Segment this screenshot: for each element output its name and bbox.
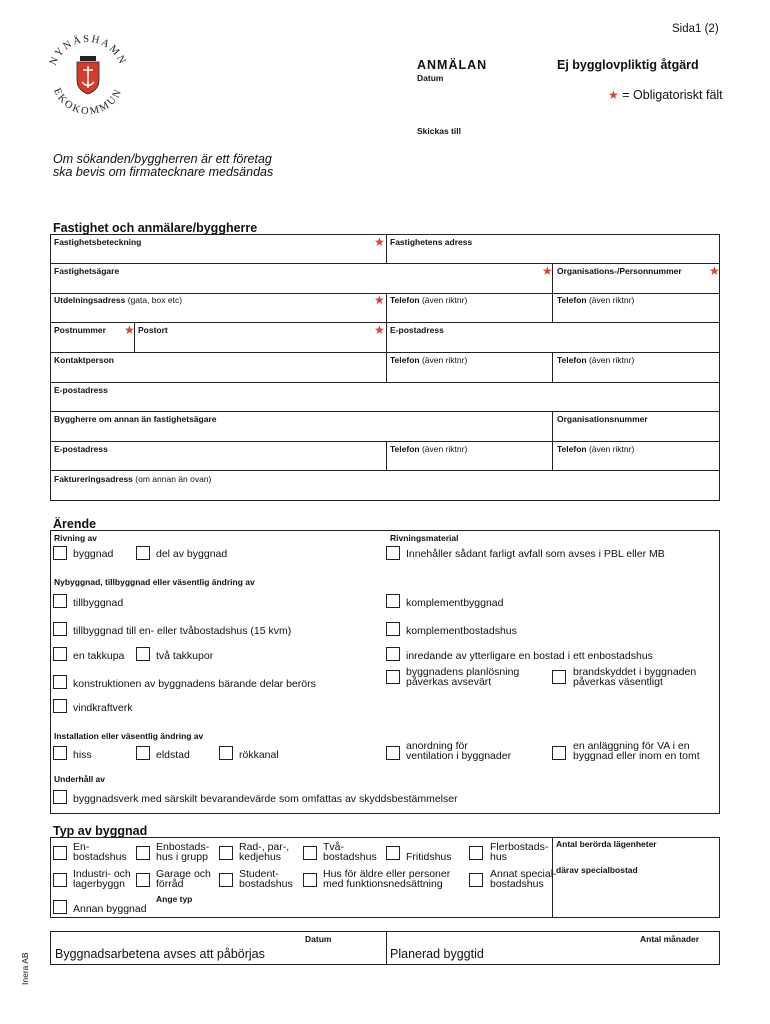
byggherre-field[interactable] xyxy=(54,426,544,439)
garage-label: Garage och förråd xyxy=(156,868,211,890)
organisationsnummer-field[interactable] xyxy=(557,426,715,439)
rivningsmaterial-label: Rivningsmaterial xyxy=(390,533,459,543)
telefon-label: Telefon (även riktnr) xyxy=(557,444,635,454)
ventilation-label: anordning för ventilation i byggnader xyxy=(406,740,512,762)
svg-text:EKOKOMMUN: EKOKOMMUN xyxy=(51,86,125,118)
telefon-field[interactable] xyxy=(557,367,715,380)
byggnad-label: byggnad xyxy=(73,548,114,560)
tva-takkupor-checkbox[interactable] xyxy=(136,647,150,661)
inredande-label: inredande av ytterligare en bostad i ett enbostadshus xyxy=(406,650,653,662)
epostadress-label: E-postadress xyxy=(390,325,444,335)
epostadress-label: E-postadress xyxy=(54,444,108,454)
rokkanal-label: rökkanal xyxy=(239,749,279,761)
postort-label: Postort xyxy=(138,325,168,335)
inredande-checkbox[interactable] xyxy=(386,647,400,661)
tillbyggnad-checkbox[interactable] xyxy=(53,594,67,608)
byggherre-label: Byggherre om annan än fastighetsägare xyxy=(54,414,217,424)
municipality-logo xyxy=(40,26,136,122)
radhus-label: Rad-, par-, kedjehus xyxy=(239,841,290,863)
telefon-label: Telefon (även riktnr) xyxy=(390,295,468,305)
farligt-avfall-checkbox[interactable] xyxy=(386,546,400,560)
enbostads-grupp-checkbox[interactable] xyxy=(136,846,150,860)
telefon-label: Telefon (även riktnr) xyxy=(557,295,635,305)
tvabostadshus-checkbox[interactable] xyxy=(303,846,317,860)
vindkraftverk-checkbox[interactable] xyxy=(53,699,67,713)
required-star-icon: ★ xyxy=(542,264,553,278)
form-subtitle: Ej bygglovpliktig åtgärd xyxy=(557,58,699,72)
garage-checkbox[interactable] xyxy=(136,873,150,887)
utdelningsadress-label: Utdelningsadress (gata, box etc) xyxy=(54,295,183,305)
planerad-byggtid-label: Planerad byggtid xyxy=(390,947,484,961)
kontaktperson-field[interactable] xyxy=(54,367,379,380)
epostadress-field[interactable] xyxy=(390,337,716,350)
faktureringsadress-label: Faktureringsadress (om annan än ovan) xyxy=(54,474,212,484)
hiss-checkbox[interactable] xyxy=(53,746,67,760)
telefon-label: Telefon (även riktnr) xyxy=(390,355,468,365)
telefon-label: Telefon (även riktnr) xyxy=(390,444,468,454)
vendor-label: Inera AB xyxy=(20,952,30,985)
del-av-byggnad-label: del av byggnad xyxy=(156,548,228,560)
student-label: Student- bostadshus xyxy=(239,868,293,890)
faktureringsadress-field[interactable] xyxy=(54,486,714,499)
nybyggnad-header: Nybyggnad, tillbyggnad eller väsentlig ändring av xyxy=(54,577,255,587)
antal-manader-field[interactable] xyxy=(640,948,716,962)
svg-text:NYNÄSHAMN: NYNÄSHAMN xyxy=(47,33,129,68)
en-bostadshus-checkbox[interactable] xyxy=(53,846,67,860)
logo-seal-icon xyxy=(40,26,136,122)
required-star-icon: ★ xyxy=(374,293,385,307)
utdelningsadress-field[interactable] xyxy=(54,307,379,320)
mandatory-note: ★ = Obligatoriskt fält xyxy=(608,88,723,102)
fritidshus-label: Fritidshus xyxy=(406,851,452,863)
postnummer-label: Postnummer xyxy=(54,325,106,335)
required-star-icon: ★ xyxy=(374,235,385,249)
telefon-field[interactable] xyxy=(557,456,715,469)
darav-special-label: därav specialbostad xyxy=(556,865,638,875)
page-number: Sida1 (2) xyxy=(672,23,719,35)
epostadress-field[interactable] xyxy=(54,397,714,410)
antal-manader-label: Antal månader xyxy=(640,934,700,944)
required-star-icon: ★ xyxy=(374,323,385,337)
telefon-field[interactable] xyxy=(390,456,548,469)
postort-field[interactable] xyxy=(138,337,378,350)
typ-section-title: Typ av byggnad xyxy=(53,824,148,838)
installation-header: Installation eller väsentlig ändring av xyxy=(54,731,204,741)
industri-label: Industri- och lagerbyggn xyxy=(73,868,131,890)
arende-section-title: Ärende xyxy=(53,517,97,531)
telefon-field[interactable] xyxy=(390,307,548,320)
va-label: en anläggning för VA i en byggnad eller inom en tomt xyxy=(573,740,700,762)
date-field[interactable] xyxy=(417,84,547,98)
telefon-label: Telefon (även riktnr) xyxy=(557,355,635,365)
paborjas-date-field[interactable] xyxy=(300,948,382,962)
tillbyggnad-label: tillbyggnad xyxy=(73,597,124,609)
date-label: Datum xyxy=(417,73,444,83)
bevarandevarde-checkbox[interactable] xyxy=(53,790,67,804)
farligt-avfall-label: Innehåller sådant farligt avfall som avses i PBL eller MB xyxy=(406,548,665,560)
antal-lagenheter-label: Antal berörda lägenheter xyxy=(556,839,657,849)
kontaktperson-label: Kontaktperson xyxy=(54,355,114,365)
form-title: ANMÄLAN xyxy=(417,58,488,72)
antal-lagenheter-field[interactable] xyxy=(556,850,716,863)
brandskydd-label: brandskyddet i byggnaden påverkas väsentligt xyxy=(573,666,697,688)
annan-byggnad-checkbox[interactable] xyxy=(53,900,67,914)
property-section-title: Fastighet och anmälare/byggherre xyxy=(53,221,258,235)
konstruktionen-checkbox[interactable] xyxy=(53,675,67,689)
epostadress-label: E-postadress xyxy=(54,385,108,395)
flerbostadshus-label: Flerbostads- hus xyxy=(490,841,549,863)
aldre-label: Hus för äldre eller personer med funktionsnedsättning xyxy=(323,868,451,890)
annat-special-label: Annat special- bostadshus xyxy=(490,868,557,890)
organisationsnummer-label: Organisationsnummer xyxy=(557,414,648,424)
org-person-nr-label: Organisations-/Personnummer xyxy=(557,266,682,276)
planlosning-checkbox[interactable] xyxy=(386,670,400,684)
eldstad-checkbox[interactable] xyxy=(136,746,150,760)
komplementbyggnad-label: komplementbyggnad xyxy=(406,597,504,609)
konstruktionen-label: konstruktionen av byggnadens bärande delar berörs xyxy=(73,678,316,690)
annat-special-checkbox[interactable] xyxy=(469,873,483,887)
postnummer-field[interactable] xyxy=(54,337,130,350)
fastighetsbeteckning-label: Fastighetsbeteckning xyxy=(54,237,142,247)
fastighetsagare-label: Fastighetsägare xyxy=(54,266,120,276)
ventilation-checkbox[interactable] xyxy=(386,746,400,760)
en-bostadshus-label: En- bostadshus xyxy=(73,841,127,863)
underhall-header: Underhåll av xyxy=(54,774,106,784)
telefon-field[interactable] xyxy=(557,307,715,320)
fastighetens-adress-field[interactable] xyxy=(390,249,716,262)
tvabostadshus-label: Två- bostadshus xyxy=(323,841,377,863)
send-to-field[interactable] xyxy=(417,138,717,198)
aldre-checkbox[interactable] xyxy=(303,873,317,887)
brandskydd-checkbox[interactable] xyxy=(552,670,566,684)
epostadress-field[interactable] xyxy=(54,456,379,469)
flerbostadshus-checkbox[interactable] xyxy=(469,846,483,860)
va-checkbox[interactable] xyxy=(552,746,566,760)
rivning-av-label: Rivning av xyxy=(54,533,97,543)
telefon-field[interactable] xyxy=(390,367,548,380)
fritidshus-checkbox[interactable] xyxy=(386,846,400,860)
komplementbostadshus-label: komplementbostadshus xyxy=(406,625,517,637)
hiss-label: hiss xyxy=(73,749,92,761)
required-star-icon: ★ xyxy=(709,264,720,278)
radhus-checkbox[interactable] xyxy=(219,846,233,860)
industri-checkbox[interactable] xyxy=(53,873,67,887)
fastighetens-adress-label: Fastighetens adress xyxy=(390,237,473,247)
fastighetsagare-field[interactable] xyxy=(54,278,544,291)
ange-typ-label: Ange typ xyxy=(156,894,193,904)
fastighetsbeteckning-field[interactable] xyxy=(54,249,379,262)
star-icon: ★ xyxy=(608,88,619,102)
tillbyggnad-en-tva-label: tillbyggnad till en- eller tvåbostadshus (15 kvm) xyxy=(73,625,292,637)
vindkraftverk-label: vindkraftverk xyxy=(73,702,133,714)
byggnad-checkbox[interactable] xyxy=(53,546,67,560)
tillbyggnad-en-tva-checkbox[interactable] xyxy=(53,622,67,636)
bevarandevarde-label: byggnadsverk med särskilt bevarandevärde som omfattas av skyddsbestämmelser xyxy=(73,793,458,805)
org-person-nr-field[interactable] xyxy=(557,278,715,291)
footer-datum-label: Datum xyxy=(305,934,332,944)
paborjas-label: Byggnadsarbetena avses att påbörjas xyxy=(55,947,265,961)
komplementbostadshus-checkbox[interactable] xyxy=(386,622,400,636)
planlosning-label: byggnadens planlösning påverkas avsevärt xyxy=(406,666,520,688)
komplementbyggnad-checkbox[interactable] xyxy=(386,594,400,608)
ange-typ-field[interactable] xyxy=(156,905,546,917)
enbostads-grupp-label: Enbostads- hus i grupp xyxy=(156,841,210,863)
en-takkupa-label: en takkupa xyxy=(73,650,125,662)
darav-special-field[interactable] xyxy=(556,877,716,890)
eldstad-label: eldstad xyxy=(156,749,190,761)
student-checkbox[interactable] xyxy=(219,873,233,887)
company-note: Om sökanden/byggherren är ett företag ska bevis om firmatecknare medsändas xyxy=(53,152,274,179)
en-takkupa-checkbox[interactable] xyxy=(53,647,67,661)
del-av-byggnad-checkbox[interactable] xyxy=(136,546,150,560)
rokkanal-checkbox[interactable] xyxy=(219,746,233,760)
annan-byggnad-label: Annan byggnad xyxy=(73,903,147,915)
required-star-icon: ★ xyxy=(124,323,135,337)
tva-takkupor-label: två takkupor xyxy=(156,650,214,662)
send-to-label: Skickas till xyxy=(417,126,461,136)
